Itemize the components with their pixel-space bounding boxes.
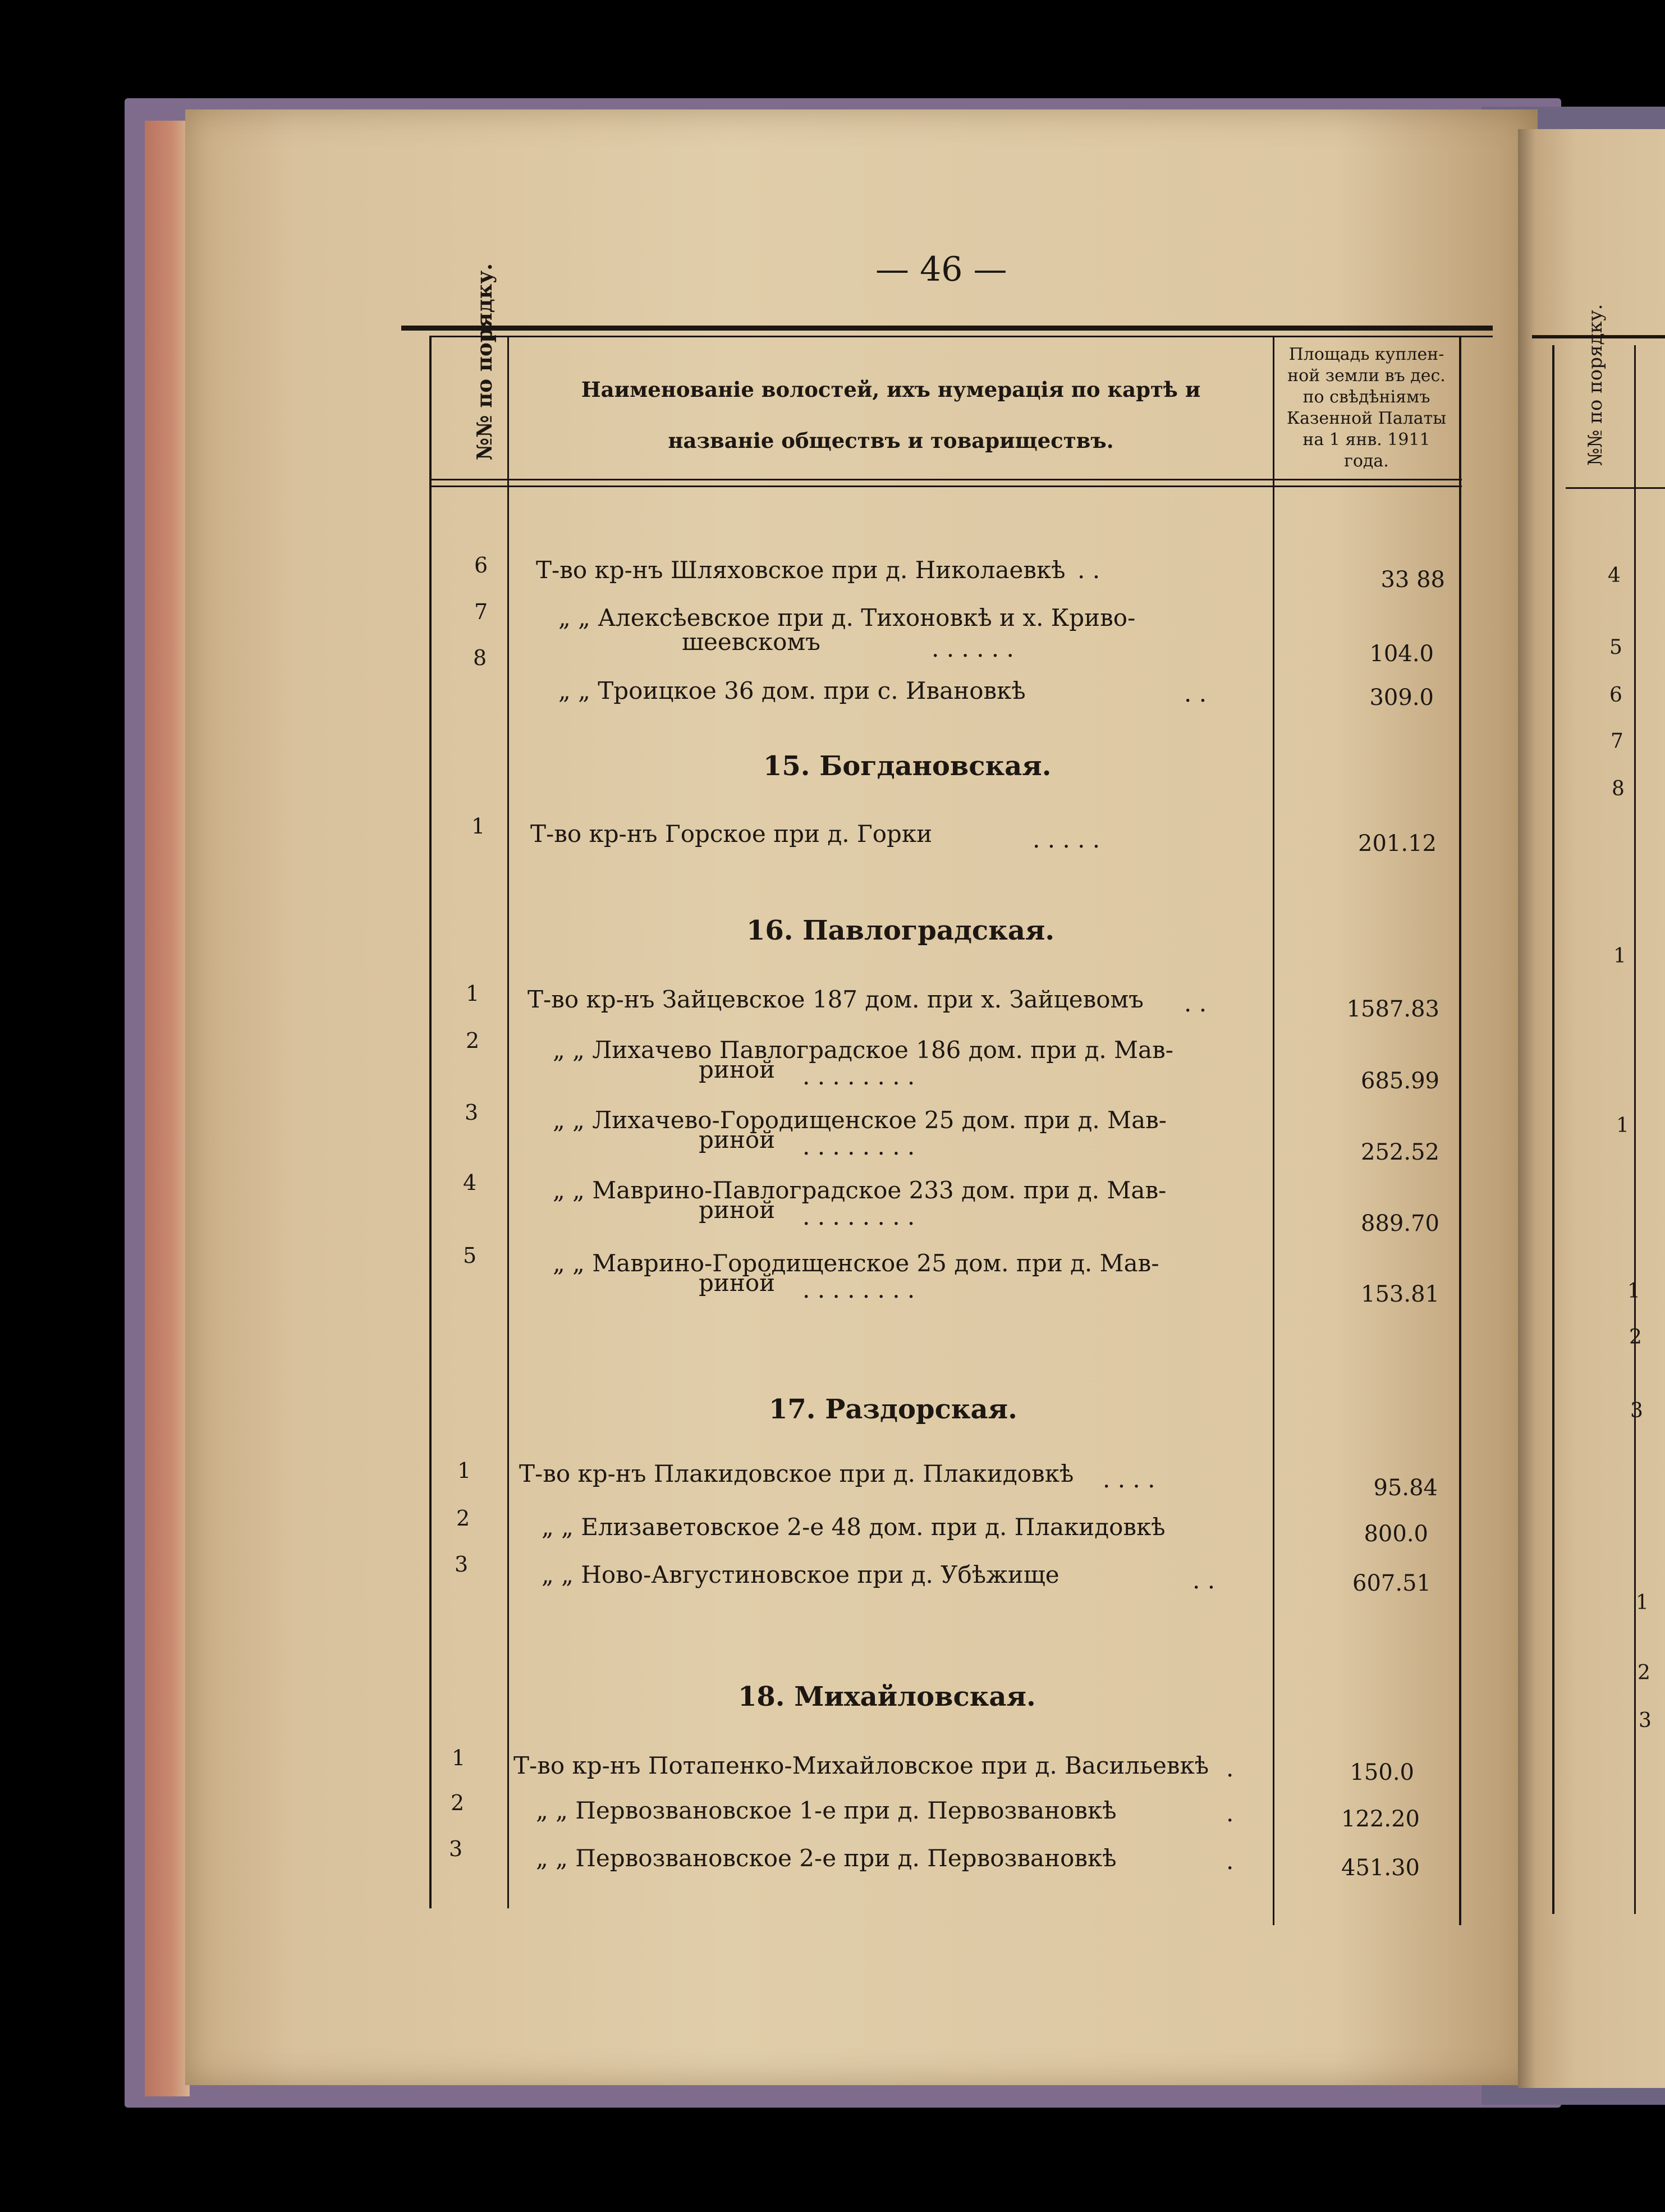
section-title: 16. Павлоградская. (746, 915, 1055, 946)
col-name-header-line1: Наименованіе волостей, ихъ нумерація по картѣ и (581, 377, 1201, 402)
row-leader: . . (1192, 1567, 1216, 1594)
row-area: 150.0 (1350, 1760, 1414, 1785)
right-row-number: 4 (1608, 564, 1621, 587)
right-row-number: 3 (1630, 1399, 1643, 1422)
col-area-line: Казенной Палаты (1286, 409, 1447, 428)
section-title: 18. Михайловская. (738, 1681, 1036, 1712)
row-area: 201.12 (1358, 831, 1437, 857)
row-area: 122.20 (1341, 1806, 1420, 1832)
table-row-text: „ „ Троицкое 36 дом. при с. Ивановкѣ (558, 677, 1026, 704)
row-number: 2 (466, 1028, 480, 1053)
right-row-number: 6 (1609, 684, 1622, 707)
right-row-number: 1 (1613, 945, 1626, 968)
col-area-line: года. (1344, 451, 1389, 471)
row-area: 95.84 (1373, 1475, 1438, 1501)
row-number: 4 (463, 1170, 477, 1195)
table-row-text: Т-во кр-нъ Горское при д. Горки (530, 820, 933, 848)
table-top-rule (401, 326, 1493, 331)
right-row-number: 1 (1636, 1591, 1649, 1614)
row-area: 685.99 (1361, 1068, 1439, 1094)
row-area: 451.30 (1341, 1855, 1420, 1881)
row-area: 607.51 (1352, 1570, 1431, 1596)
column-divider-2 (1273, 337, 1274, 1925)
row-number: 1 (466, 981, 480, 1006)
right-column-divider (1634, 345, 1636, 1914)
right-row-number: 5 (1609, 636, 1622, 659)
row-leader: . (1226, 1755, 1234, 1782)
page-edge (145, 121, 190, 2096)
col-area-line: по свѣдѣніямъ (1302, 387, 1430, 407)
row-leader: . . . . (1103, 1465, 1155, 1493)
row-number: 1 (452, 1746, 466, 1770)
right-header-rule (1566, 487, 1665, 489)
row-number: 3 (449, 1837, 463, 1861)
table-row-text: „ „ Первозвановское 1-е при д. Первозвановкѣ (536, 1797, 1117, 1824)
table-row-text: „ „ Лихачево-Городищенское 25 дом. при д. Мав- (553, 1106, 1167, 1134)
row-number: 8 (473, 645, 487, 670)
row-leader: . . . . . . (932, 635, 1014, 662)
table-row-text: Т-во кр-нъ Потапенко-Михайловское при д. Васильевкѣ (513, 1752, 1209, 1779)
row-number: 7 (474, 599, 488, 624)
row-area: 104.0 (1369, 641, 1434, 667)
col-area-line: Площадь куплен- (1288, 345, 1444, 364)
right-row-number: 3 (1639, 1709, 1652, 1732)
row-leader: . (1226, 1847, 1234, 1875)
col-area-line: ной земли въ дес. (1287, 366, 1446, 386)
header-bottom-rule (429, 479, 1462, 480)
row-number: 3 (465, 1100, 479, 1125)
row-number: 2 (451, 1790, 465, 1815)
table-row-continuation: риной (699, 1196, 776, 1224)
row-area: 252.52 (1361, 1139, 1439, 1165)
col-area-header (1275, 344, 1458, 472)
row-number: 3 (455, 1552, 469, 1577)
header-bottom-rule-2 (429, 486, 1462, 487)
right-row-number: 2 (1638, 1661, 1650, 1684)
row-area: 1587.83 (1346, 996, 1439, 1022)
right-row-number: 2 (1629, 1326, 1642, 1349)
row-area: 153.81 (1361, 1281, 1439, 1307)
section-title: 15. Богдановская. (763, 750, 1052, 782)
right-table-left-border (1552, 345, 1554, 1914)
right-row-number: 7 (1611, 730, 1623, 753)
row-leader: . . . . . (1033, 826, 1100, 853)
col-name-header-line2: названіе обществъ и товариществъ. (668, 428, 1114, 453)
table-row-continuation: шеевскомъ (682, 628, 820, 656)
page-number: — 46 — (875, 250, 1007, 289)
row-number: 2 (456, 1506, 470, 1531)
right-row-number: 1 (1616, 1114, 1629, 1137)
right-row-number: 8 (1612, 777, 1625, 800)
row-leader: . . . . . . . . (802, 1276, 915, 1303)
table-row-text: Т-во кр-нъ Зайцевское 187 дом. при х. Зайцевомъ (528, 986, 1144, 1013)
row-leader: . . (1077, 556, 1100, 584)
table-row-continuation: риной (699, 1269, 776, 1297)
table-row-text: „ „ Ново-Августиновское при д. Убѣжище (542, 1561, 1059, 1588)
table-row-text: „ „ Маврино-Городищенское 25 дом. при д. Мав- (553, 1249, 1159, 1277)
row-area: 800.0 (1364, 1521, 1428, 1547)
table-row-text: „ „ Алексѣевское при д. Тихоновкѣ и х. Криво- (558, 604, 1136, 631)
row-number: 5 (463, 1243, 477, 1268)
table-row-text: „ „ Елизаветовское 2-е 48 дом. при д. Плакидовкѣ (542, 1513, 1166, 1541)
table-left-border (429, 337, 432, 1908)
section-title: 17. Раздорская. (769, 1394, 1017, 1425)
col-area-line: на 1 янв. 1911 (1302, 430, 1430, 450)
table-right-border (1459, 337, 1461, 1925)
row-number: 1 (471, 814, 485, 839)
row-area: 889.70 (1361, 1211, 1439, 1236)
row-number: 6 (474, 553, 488, 578)
row-leader: . . (1184, 680, 1207, 707)
table-top-rule-thin (429, 336, 1493, 337)
row-area: 309.0 (1369, 685, 1434, 711)
row-leader: . . . . . . . . (802, 1203, 915, 1230)
right-row-number: 1 (1627, 1280, 1640, 1303)
column-divider-1 (507, 337, 509, 1908)
table-row-text: Т-во кр-нъ Шляховское при д. Николаевкѣ (536, 556, 1066, 584)
table-row-text: Т-во кр-нъ Плакидовское при д. Плакидовкѣ (519, 1460, 1074, 1487)
table-row-continuation: риной (699, 1126, 776, 1153)
table-row-text: „ „ Лихачево Павлоградское 186 дом. при д. Мав- (553, 1036, 1173, 1064)
table-row-text: „ „ Первозвановское 2-е при д. Первозвановкѣ (536, 1844, 1117, 1872)
row-leader: . . (1184, 990, 1207, 1017)
row-area: 33 88 (1380, 567, 1445, 593)
table-row-text: „ „ Маврино-Павлоградское 233 дом. при д. Мав- (553, 1176, 1167, 1204)
row-leader: . (1226, 1799, 1234, 1827)
row-leader: . . . . . . . . (802, 1063, 915, 1090)
row-leader: . . . . . . . . (802, 1133, 915, 1160)
table-row-continuation: риной (699, 1056, 776, 1083)
row-number: 1 (457, 1458, 471, 1483)
